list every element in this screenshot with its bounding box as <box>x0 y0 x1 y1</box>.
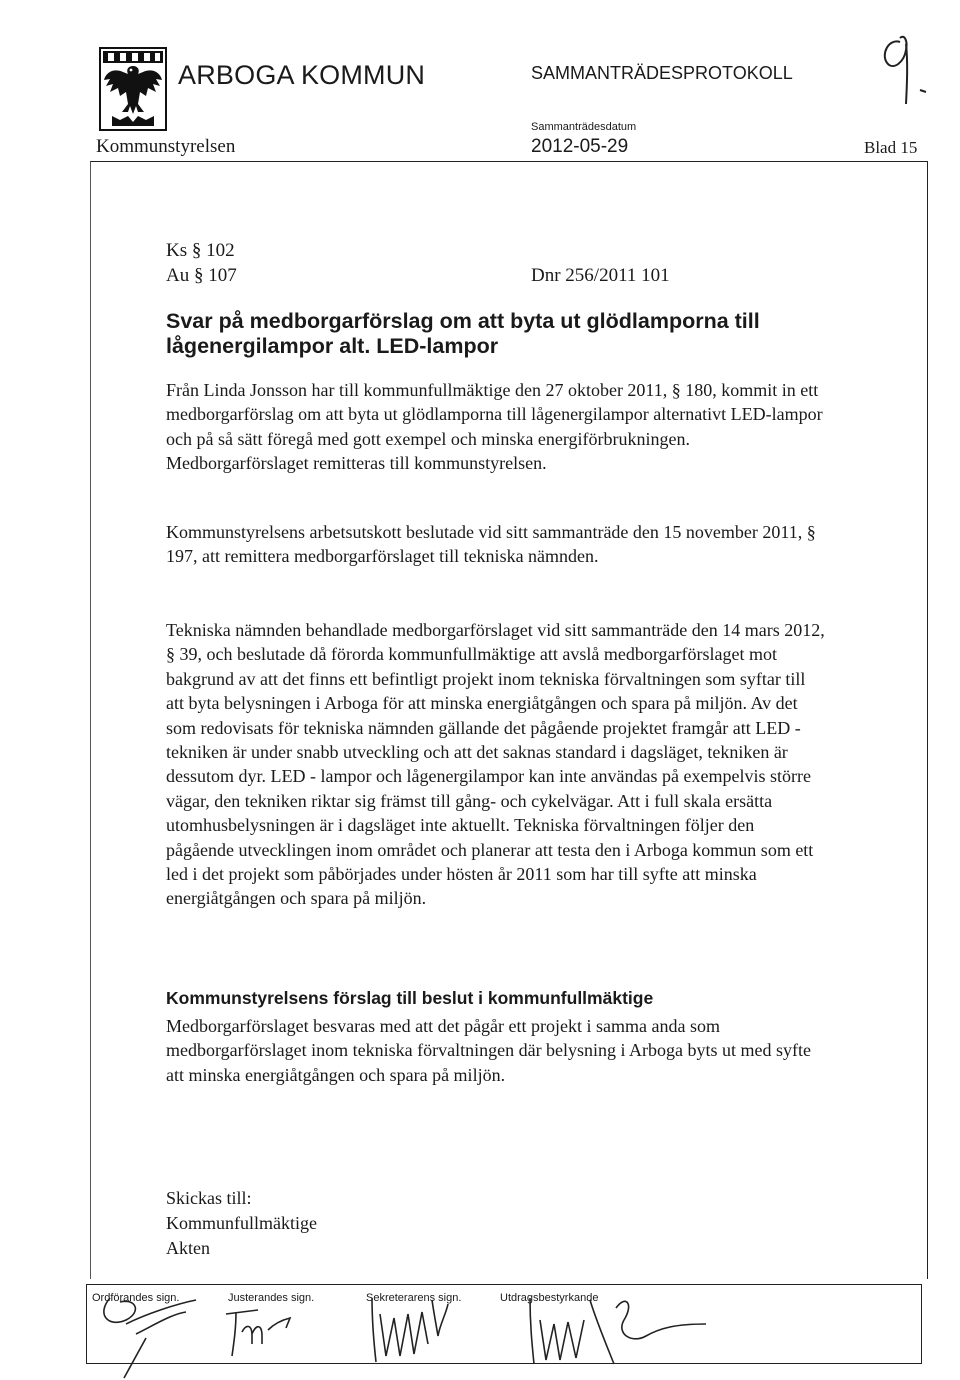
adjuster-signature-label: Justerandes sign. <box>228 1292 315 1304</box>
distribution-list <box>166 1186 317 1261</box>
secretary-signature-label: Sekreterarens sign. <box>366 1292 462 1304</box>
committee-name: Kommunstyrelsen <box>96 136 236 157</box>
document-type: SAMMANTRÄDESPROTOKOLL <box>531 63 793 83</box>
body-paragraph: Från Linda Jonsson har till kommunfullmäktige den 27 oktober 2011, § 180, kommit in ett medborgarförslag om att byta ut glödlamporna till lågenergilampor alternativt LED-lampor och på så sätt föregå med gott exempel och minska energiförbrukningen. Medborgarförslaget remitteras till kommunstyrelsen. <box>166 380 823 474</box>
distribution-recipient: Kommunfullmäktige <box>166 1213 317 1233</box>
coat-of-arms-eagle-icon <box>98 46 168 132</box>
distribution-recipient: Akten <box>166 1238 210 1258</box>
sheet-number: Blad 15 <box>864 138 918 157</box>
meeting-date: 2012-05-29 <box>531 136 629 157</box>
handwritten-signatures <box>86 1284 920 1380</box>
handwritten-page-number <box>870 28 930 108</box>
meeting-date-label: Sammanträdesdatum <box>531 121 637 133</box>
diary-number: Dnr 256/2011 101 <box>531 265 670 286</box>
ks-paragraph-ref: Ks § 102 <box>166 240 235 261</box>
municipality-name: ARBOGA KOMMUN <box>178 60 426 90</box>
extract-certification-label: Utdragsbestyrkande <box>500 1292 599 1304</box>
distribution-label: Skickas till: <box>166 1188 252 1208</box>
case-title: Svar på medborgarförslag om att byta ut glödlamporna till lågenergilampor alt. LED-lampor <box>166 309 760 358</box>
proposal-heading: Kommunstyrelsens förslag till beslut i kommunfullmäktige <box>166 988 654 1008</box>
au-paragraph-ref: Au § 107 <box>166 265 237 286</box>
chair-signature-label: Ordförandes sign. <box>92 1292 180 1304</box>
body-paragraph: Tekniska nämnden behandlade medborgarförslaget vid sitt sammanträde den 14 mars 2012, § 39, och beslutade då förorda kommunfullmäktige att avslå medborgarförslaget mot bakgrund av att det finns ett befintligt projekt inom tekniska förvaltningen som syftar till att byta belysningen i Arboga för att minska energiåtgången och spara på miljön. Av det som redovisats för tekniska nämnden gällande det pågående projektet framgår att LED - tekniken är under snabb utveckling och att det saknas standard i dagsläget, tekniken är dessutom dyr. LED - lampor och lågenergilampor kan inte användas på exempelvis större vägar, den tekniken riktar sig främst till gång- och cykelvägar. Att i full skala ersätta utomhusbelysningen är i dagsläget inte aktuellt. Tekniska förvaltningen följer den pågående utvecklingen inom området och planerar att testa den i Arboga kommun som ett led i det projekt som påbörjades under hösten år 2011 som har till syfte att minska energiåtgången och spara på miljön. <box>166 620 825 909</box>
body-paragraph: Kommunstyrelsens arbetsutskott beslutade vid sitt sammanträde den 15 november 2011, § 197, att remittera medborgarförslaget till tekniska nämnden. <box>166 522 816 567</box>
proposal-text: Medborgarförslaget besvaras med att det pågår ett projekt i samma anda som medborgarförslaget inom tekniska förvaltningen där belysning i Arboga byts ut med syfte att minska energiåtgången och spara på miljön. <box>166 1016 812 1085</box>
